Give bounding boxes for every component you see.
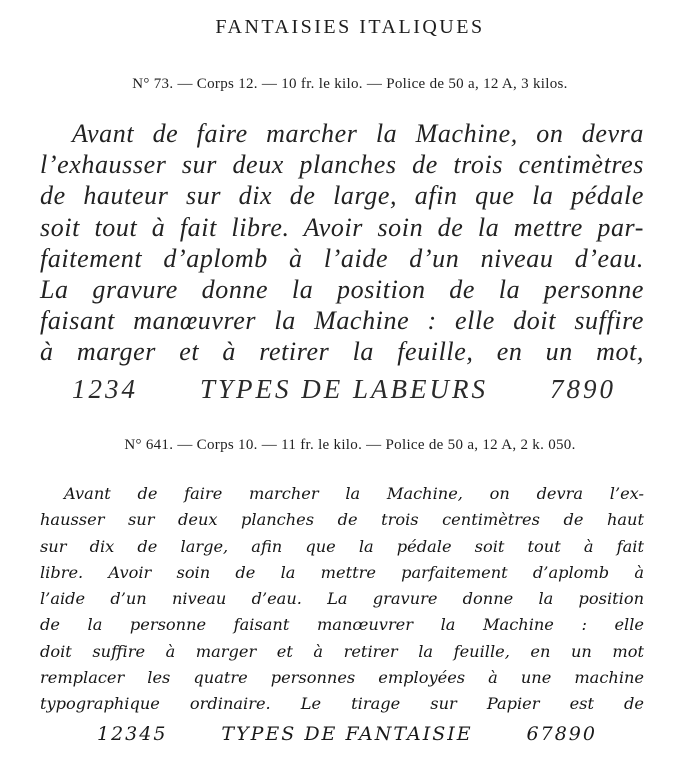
specimen-73-line: Avant de faire marcher la Machine, on devra xyxy=(72,119,644,148)
page-title: FANTAISIES ITALIQUES xyxy=(215,16,485,38)
specimen-73-line: de hauteur sur dix de large, afin que la pédale xyxy=(40,181,644,211)
specimen-73-line: à marger et à retirer la feuille, en un mot, xyxy=(40,337,644,367)
specimen-73-line: faisant manœuvrer la Machine : elle doit suffire xyxy=(40,306,644,336)
specimen-641-spec-line: N° 641. — Corps 10. — 11 fr. le kilo. — Police de 50 a, 12 A, 2 k. 050. xyxy=(124,437,576,453)
display-left-number: 12345 xyxy=(97,723,168,745)
specimen-641-line: typographique ordinaire. Le tirage sur Papier est de xyxy=(40,694,644,714)
display-text: TYPES DE FANTAISIE xyxy=(221,723,473,745)
specimen-73-line: La gravure donne la position de la personne xyxy=(40,275,644,305)
specimen-641-line: hausser sur deux planches de trois centimètres de haut xyxy=(40,510,644,530)
specimen-641-line: remplacer les quatre personnes employées à une machine xyxy=(40,668,644,688)
specimen-73-line: soit tout à fait libre. Avoir soin de la mettre par- xyxy=(40,212,644,242)
display-right-number: 67890 xyxy=(526,723,597,745)
specimen-641-line: l’aide d’un niveau d’eau. La gravure donne la position xyxy=(40,589,644,609)
display-right-number: 7890 xyxy=(550,374,616,404)
display-text: TYPES DE LABEURS xyxy=(200,374,488,404)
specimen-641-line: sur dix de large, afin que la pédale soit tout à fait xyxy=(40,536,644,556)
display-left-number: 1234 xyxy=(72,374,138,404)
specimen-641-line: libre. Avoir soin de la mettre parfaitement d’aplomb à xyxy=(40,562,644,582)
specimen-641-text-block xyxy=(40,481,644,718)
specimen-73-line: l’exhausser sur deux planches de trois centimètres xyxy=(40,150,644,180)
specimen-641-display-line xyxy=(97,723,597,745)
specimen-641-line: doit suffire à marger et à retirer la feuille, en un mot xyxy=(40,641,644,661)
specimen-641-line: Avant de faire marcher la Machine, on devra l’ex- xyxy=(64,484,644,503)
specimen-641-line: de la personne faisant manœuvrer la Machine : elle xyxy=(40,615,644,635)
specimen-73-display-line xyxy=(72,374,616,405)
specimen-73-text-block xyxy=(40,118,644,368)
specimen-73-spec-line: N° 73. — Corps 12. — 10 fr. le kilo. — Police de 50 a, 12 A, 3 kilos. xyxy=(132,76,568,92)
specimen-73-line: faitement d’aplomb à l’aide d’un niveau d’eau. xyxy=(40,243,644,273)
